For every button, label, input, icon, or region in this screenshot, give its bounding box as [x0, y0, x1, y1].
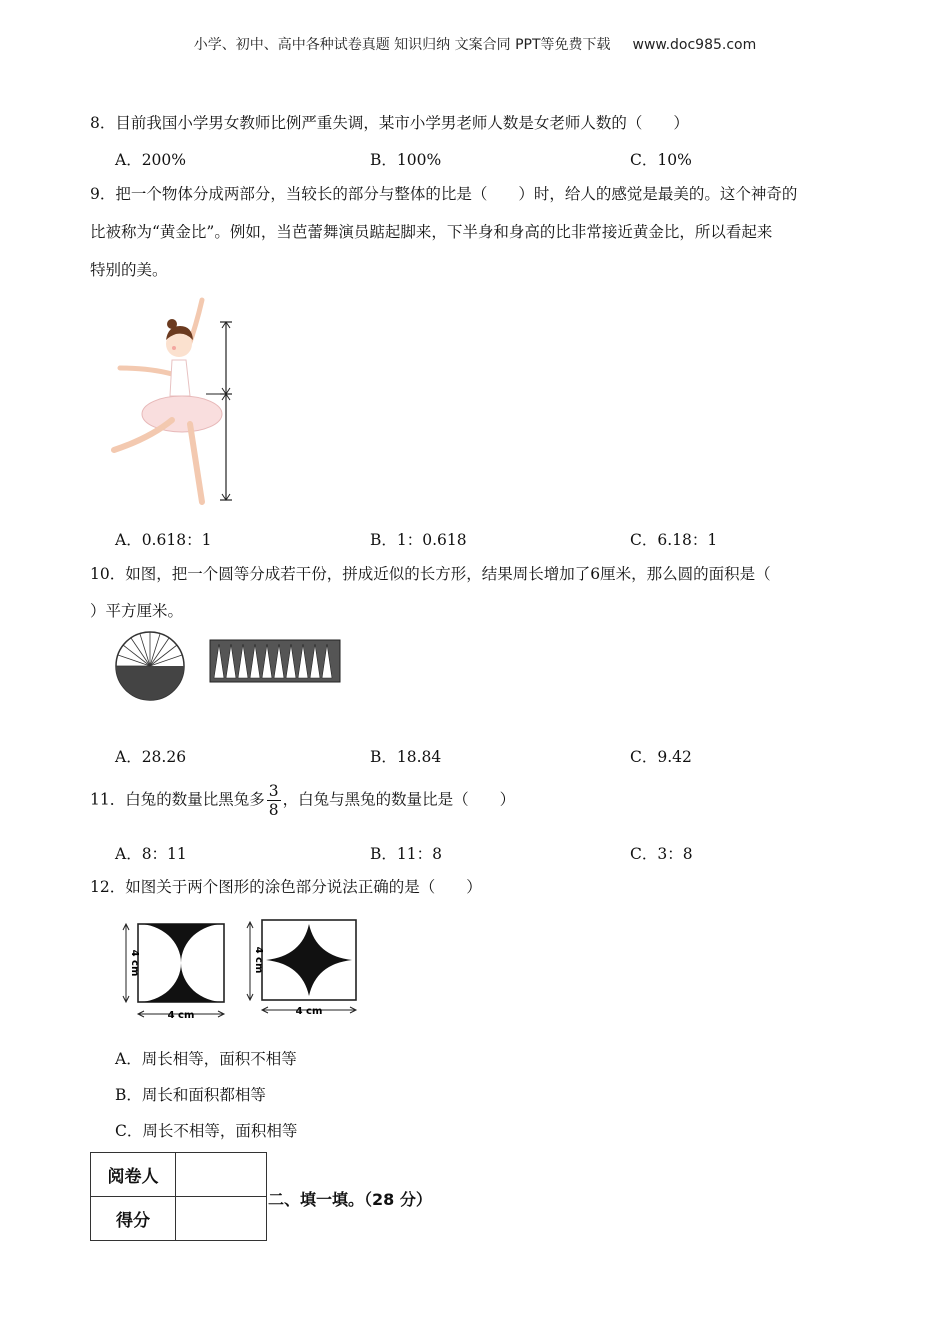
score-label: 得分 — [91, 1197, 176, 1241]
ballerina-figure — [110, 296, 250, 506]
q9-option-b[interactable]: B．1：0.618 — [370, 531, 467, 549]
header-text: 小学、初中、高中各种试卷真题 知识归纳 文案合同 PPT等免费下载 — [193, 37, 611, 53]
page-header — [0, 34, 950, 54]
q9-option-c[interactable]: C．6.18：1 — [630, 531, 718, 549]
question-11 — [90, 782, 515, 819]
q11-option-c[interactable]: C．3：8 — [630, 845, 693, 863]
question-8: 8．目前我国小学男女教师比例严重失调，某市小学男老师人数是女老师人数的（ ） — [90, 114, 689, 132]
q11-option-a[interactable]: A．8：11 — [115, 845, 187, 863]
q9-option-a[interactable]: A．0.618：1 — [115, 531, 212, 549]
question-9-line-1: 9．把一个物体分成两部分，当较长的部分与整体的比是（ ）时，给人的感觉是最美的。这个神奇的 — [90, 185, 798, 203]
q11-text-pre: 11．白兔的数量比黑兔多 — [90, 790, 265, 809]
q10-option-c[interactable]: C．9.42 — [630, 748, 692, 766]
question-12: 12．如图关于两个图形的涂色部分说法正确的是（ ） — [90, 878, 482, 896]
q8-option-a[interactable]: A．200% — [115, 151, 187, 169]
question-9-line-2: 比被称为“黄金比”。例如，当芭蕾舞演员踮起脚来，下半身和身高的比非常接近黄金比，所以看起来 — [90, 223, 773, 241]
circle-to-rectangle-figure — [112, 634, 344, 702]
question-10-line-1: 10．如图，把一个圆等分成若干份，拼成近似的长方形，结果周长增加了6厘米，那么圆的面积是（ — [90, 565, 771, 583]
q11-text-post: ，白兔与黑兔的数量比是（ ） — [282, 790, 516, 809]
fraction-3-8 — [267, 782, 281, 819]
q10-option-a[interactable]: A．28.26 — [115, 748, 187, 766]
shaded-squares-figure — [112, 916, 362, 1026]
fraction-numerator: 3 — [268, 782, 279, 800]
reviewer-cell[interactable] — [176, 1153, 267, 1197]
q12-option-c[interactable]: C．周长不相等，面积相等 — [115, 1122, 298, 1140]
left-side-label: 4 cm — [129, 949, 140, 977]
score-table — [90, 1152, 267, 1241]
section-title: 二、填一填。（28 分） — [268, 1190, 432, 1209]
q8-option-c[interactable]: C．10% — [630, 151, 692, 169]
left-bottom-label: 4 cm — [167, 1010, 195, 1021]
header-site: www.doc985.com — [632, 37, 757, 53]
right-bottom-label: 4 cm — [295, 1006, 323, 1017]
reviewer-label: 阅卷人 — [91, 1153, 176, 1197]
fraction-denominator: 8 — [268, 801, 279, 819]
q11-option-b[interactable]: B．11：8 — [370, 845, 442, 863]
q10-option-b[interactable]: B．18.84 — [370, 748, 442, 766]
right-side-label: 4 cm — [253, 946, 264, 974]
q12-option-b[interactable]: B．周长和面积都相等 — [115, 1086, 266, 1104]
q12-option-a[interactable]: A．周长相等，面积不相等 — [115, 1050, 297, 1068]
question-10-line-2: ）平方厘米。 — [90, 602, 184, 620]
question-9-line-3: 特别的美。 — [90, 261, 168, 279]
score-cell[interactable] — [176, 1197, 267, 1241]
q8-option-b[interactable]: B．100% — [370, 151, 442, 169]
